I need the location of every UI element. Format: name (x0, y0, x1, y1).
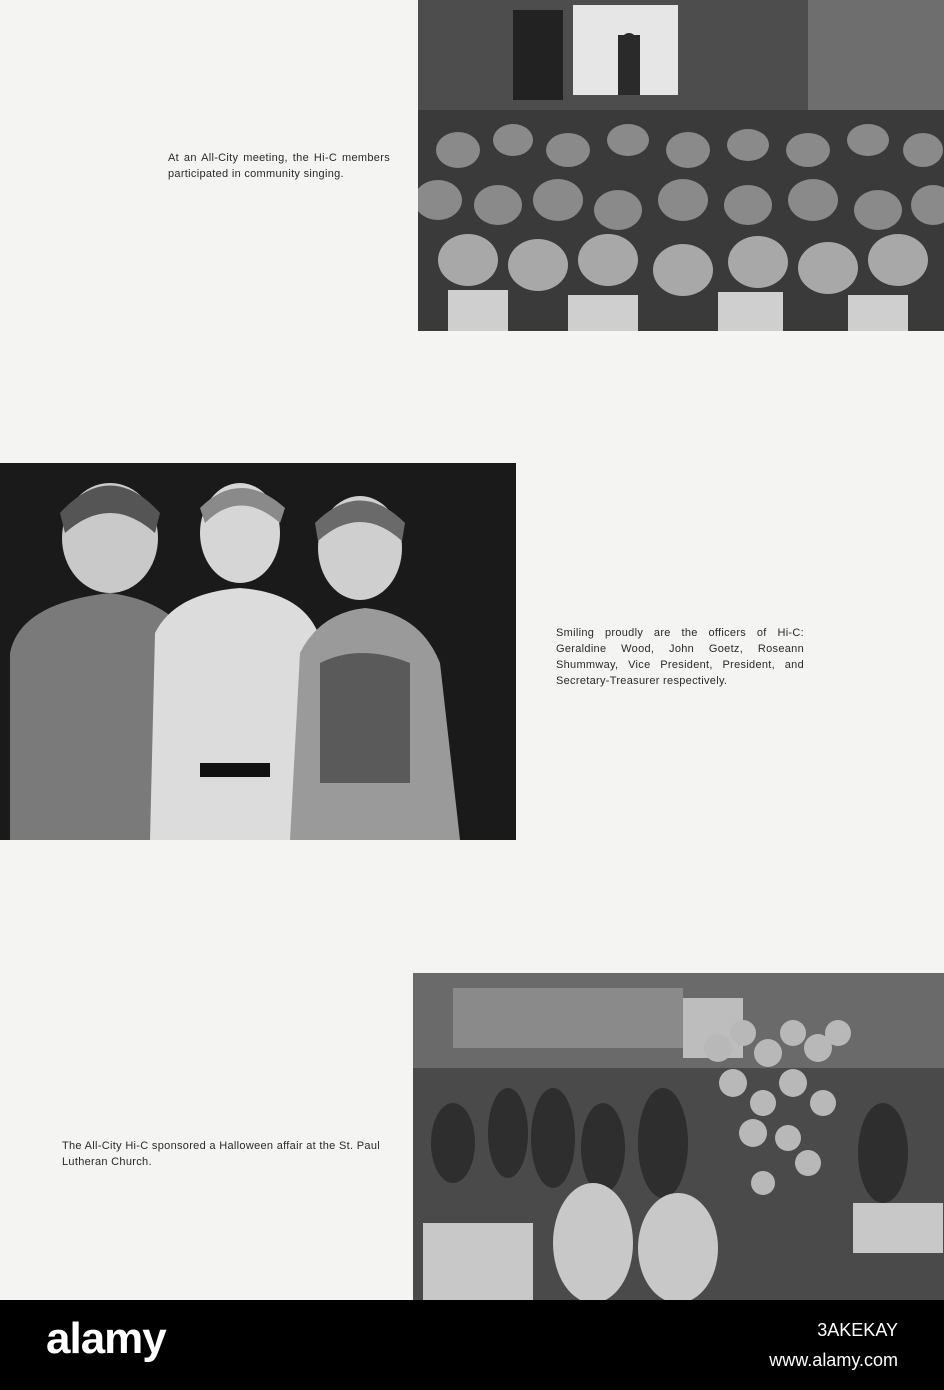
alamy-logo: alamy (46, 1314, 166, 1363)
site-url: www.alamy.com (769, 1350, 898, 1370)
officers-photo (0, 463, 516, 840)
officers-caption: Smiling proudly are the officers of Hi-C: Geraldine Wood, John Goetz, Roseann Shummway, Vice President, President, and Secretary-Treasurer respectively. (556, 627, 804, 687)
image-id: 3AKEKAY (817, 1320, 898, 1340)
meeting-caption: At an All-City meeting, the Hi-C members participated in community singing. (168, 152, 390, 180)
halloween-photo (413, 973, 944, 1300)
meeting-photo (418, 0, 944, 331)
halloween-caption: The All-City Hi-C sponsored a Halloween affair at the St. Paul Lutheran Church. (62, 1140, 380, 1168)
